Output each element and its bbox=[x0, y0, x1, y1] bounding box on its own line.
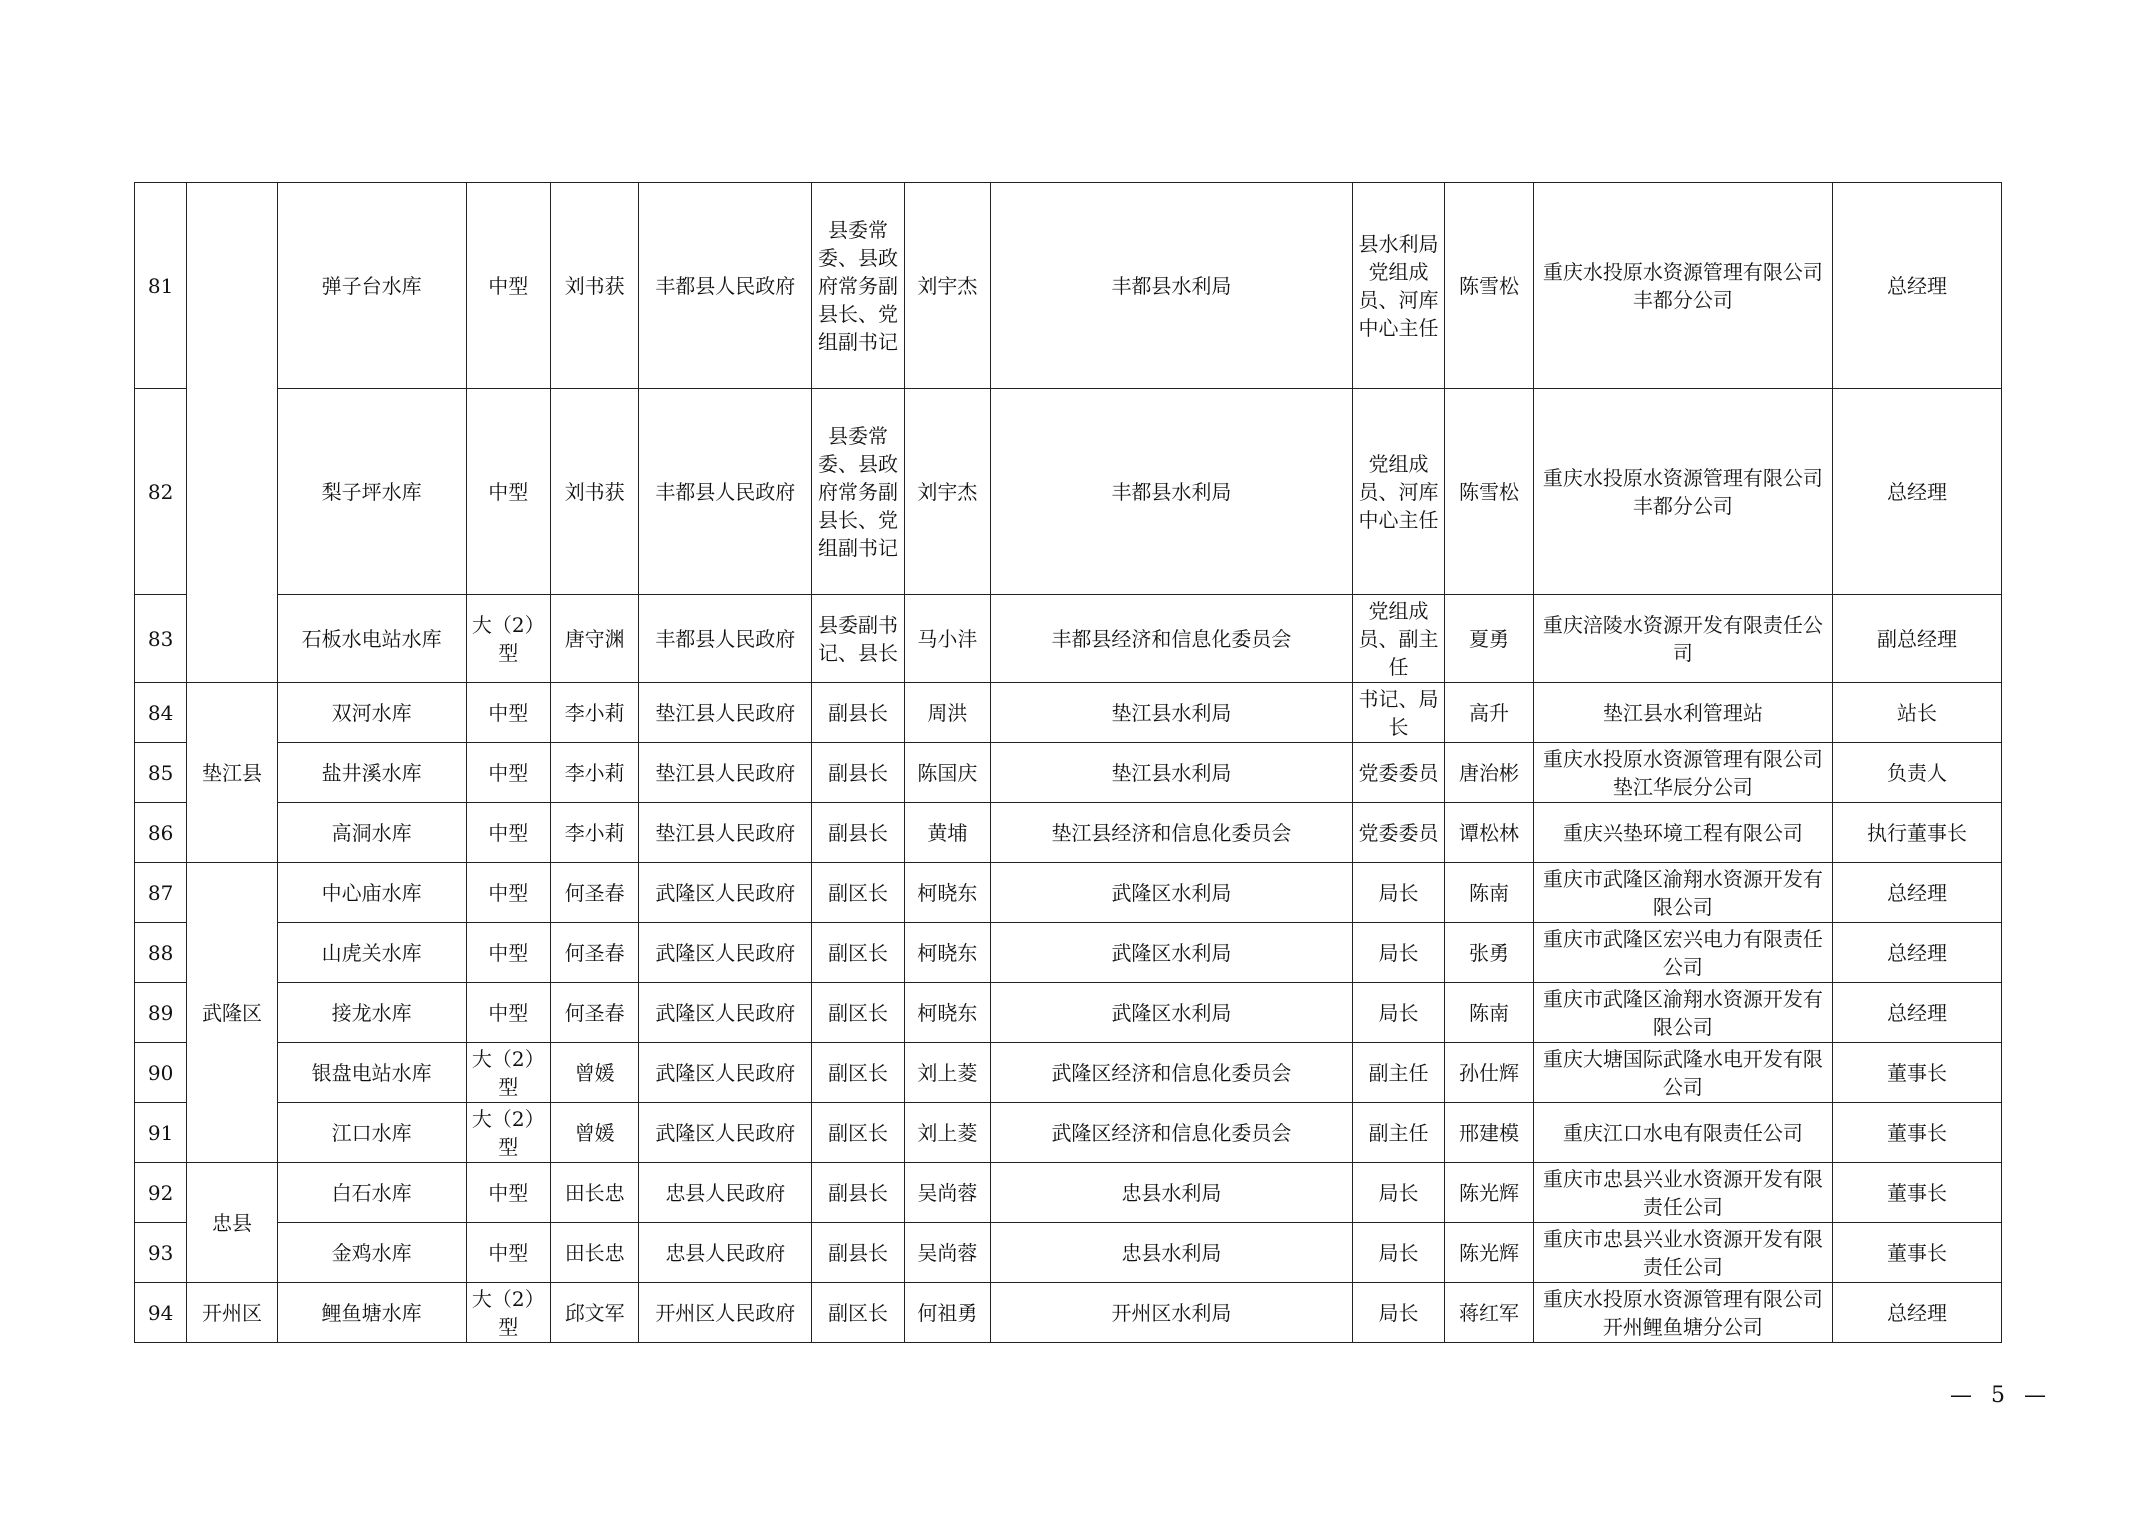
reservoir-scale: 中型 bbox=[466, 863, 550, 923]
company-title: 董事长 bbox=[1833, 1163, 2002, 1223]
operating-company: 重庆市武隆区渝翔水资源开发有限公司 bbox=[1533, 863, 1832, 923]
operating-company: 重庆水投原水资源管理有限公司丰都分公司 bbox=[1533, 183, 1832, 389]
government-title: 副区长 bbox=[812, 1283, 904, 1343]
government-unit: 垫江县人民政府 bbox=[639, 683, 812, 743]
department-title: 局长 bbox=[1352, 923, 1444, 983]
deputy-name: 马小沣 bbox=[904, 595, 990, 683]
reservoir-name: 山虎关水库 bbox=[277, 923, 466, 983]
department-title: 副主任 bbox=[1352, 1103, 1444, 1163]
row-number: 93 bbox=[135, 1223, 187, 1283]
company-title: 董事长 bbox=[1833, 1223, 2002, 1283]
department-title: 局长 bbox=[1352, 983, 1444, 1043]
company-title: 总经理 bbox=[1833, 389, 2002, 595]
manager-name: 陈南 bbox=[1445, 863, 1533, 923]
government-title: 县委常委、县政府常务副县长、党组副书记 bbox=[812, 183, 904, 389]
table-row bbox=[135, 803, 2002, 863]
chief-name: 田长忠 bbox=[550, 1163, 638, 1223]
company-title: 总经理 bbox=[1833, 863, 2002, 923]
government-unit: 垫江县人民政府 bbox=[639, 743, 812, 803]
department-title: 局长 bbox=[1352, 1163, 1444, 1223]
reservoir-scale: 大（2）型 bbox=[466, 1103, 550, 1163]
table-row bbox=[135, 595, 2002, 683]
government-title: 副县长 bbox=[812, 1163, 904, 1223]
government-unit: 忠县人民政府 bbox=[639, 1163, 812, 1223]
reservoir-name: 中心庙水库 bbox=[277, 863, 466, 923]
government-title: 副区长 bbox=[812, 1103, 904, 1163]
operating-company: 重庆水投原水资源管理有限公司垫江华辰分公司 bbox=[1533, 743, 1832, 803]
department: 武隆区水利局 bbox=[991, 863, 1353, 923]
table-row bbox=[135, 1043, 2002, 1103]
row-number: 88 bbox=[135, 923, 187, 983]
department: 垫江县水利局 bbox=[991, 683, 1353, 743]
company-title: 执行董事长 bbox=[1833, 803, 2002, 863]
row-number: 84 bbox=[135, 683, 187, 743]
deputy-name: 吴尚蓉 bbox=[904, 1163, 990, 1223]
chief-name: 曾媛 bbox=[550, 1043, 638, 1103]
row-number: 91 bbox=[135, 1103, 187, 1163]
government-title: 副县长 bbox=[812, 743, 904, 803]
table-row bbox=[135, 1103, 2002, 1163]
government-title: 县委常委、县政府常务副县长、党组副书记 bbox=[812, 389, 904, 595]
government-unit: 垫江县人民政府 bbox=[639, 803, 812, 863]
table-row bbox=[135, 389, 2002, 595]
government-unit: 开州区人民政府 bbox=[639, 1283, 812, 1343]
chief-name: 唐守渊 bbox=[550, 595, 638, 683]
department: 武隆区经济和信息化委员会 bbox=[991, 1043, 1353, 1103]
chief-name: 何圣春 bbox=[550, 983, 638, 1043]
deputy-name: 刘宇杰 bbox=[904, 183, 990, 389]
company-title: 董事长 bbox=[1833, 1043, 2002, 1103]
government-unit: 丰都县人民政府 bbox=[639, 389, 812, 595]
manager-name: 孙仕辉 bbox=[1445, 1043, 1533, 1103]
department-title: 党委委员 bbox=[1352, 803, 1444, 863]
government-title: 副县长 bbox=[812, 1223, 904, 1283]
government-unit: 丰都县人民政府 bbox=[639, 595, 812, 683]
department-title: 副主任 bbox=[1352, 1043, 1444, 1103]
department: 开州区水利局 bbox=[991, 1283, 1353, 1343]
company-title: 董事长 bbox=[1833, 1103, 2002, 1163]
deputy-name: 柯晓东 bbox=[904, 983, 990, 1043]
county-cell bbox=[187, 183, 277, 683]
row-number: 87 bbox=[135, 863, 187, 923]
operating-company: 重庆市武隆区宏兴电力有限责任公司 bbox=[1533, 923, 1832, 983]
table-row bbox=[135, 1163, 2002, 1223]
table-row bbox=[135, 743, 2002, 803]
manager-name: 陈光辉 bbox=[1445, 1163, 1533, 1223]
reservoir-name: 弹子台水库 bbox=[277, 183, 466, 389]
reservoir-name: 盐井溪水库 bbox=[277, 743, 466, 803]
table-row bbox=[135, 863, 2002, 923]
government-title: 县委副书记、县长 bbox=[812, 595, 904, 683]
table-row bbox=[135, 1283, 2002, 1343]
reservoir-name: 鲤鱼塘水库 bbox=[277, 1283, 466, 1343]
chief-name: 李小莉 bbox=[550, 803, 638, 863]
manager-name: 高升 bbox=[1445, 683, 1533, 743]
operating-company: 重庆兴垫环境工程有限公司 bbox=[1533, 803, 1832, 863]
reservoir-scale: 中型 bbox=[466, 389, 550, 595]
operating-company: 重庆江口水电有限责任公司 bbox=[1533, 1103, 1832, 1163]
deputy-name: 刘上菱 bbox=[904, 1043, 990, 1103]
chief-name: 刘书获 bbox=[550, 389, 638, 595]
manager-name: 唐治彬 bbox=[1445, 743, 1533, 803]
reservoir-scale: 中型 bbox=[466, 923, 550, 983]
department: 丰都县经济和信息化委员会 bbox=[991, 595, 1353, 683]
government-title: 副区长 bbox=[812, 923, 904, 983]
deputy-name: 柯晓东 bbox=[904, 863, 990, 923]
manager-name: 邢建模 bbox=[1445, 1103, 1533, 1163]
reservoir-name: 白石水库 bbox=[277, 1163, 466, 1223]
county-cell: 垫江县 bbox=[187, 683, 277, 863]
government-unit: 武隆区人民政府 bbox=[639, 923, 812, 983]
row-number: 89 bbox=[135, 983, 187, 1043]
company-title: 总经理 bbox=[1833, 1283, 2002, 1343]
chief-name: 邱文军 bbox=[550, 1283, 638, 1343]
reservoir-scale: 中型 bbox=[466, 683, 550, 743]
reservoir-scale: 大（2）型 bbox=[466, 1043, 550, 1103]
table-row bbox=[135, 1223, 2002, 1283]
reservoir-name: 石板水电站水库 bbox=[277, 595, 466, 683]
reservoir-name: 高洞水库 bbox=[277, 803, 466, 863]
company-title: 总经理 bbox=[1833, 183, 2002, 389]
row-number: 86 bbox=[135, 803, 187, 863]
manager-name: 张勇 bbox=[1445, 923, 1533, 983]
operating-company: 重庆市武隆区渝翔水资源开发有限公司 bbox=[1533, 983, 1832, 1043]
company-title: 站长 bbox=[1833, 683, 2002, 743]
chief-name: 何圣春 bbox=[550, 923, 638, 983]
manager-name: 谭松林 bbox=[1445, 803, 1533, 863]
department: 丰都县水利局 bbox=[991, 183, 1353, 389]
deputy-name: 柯晓东 bbox=[904, 923, 990, 983]
deputy-name: 陈国庆 bbox=[904, 743, 990, 803]
government-unit: 武隆区人民政府 bbox=[639, 863, 812, 923]
reservoir-scale: 中型 bbox=[466, 743, 550, 803]
department: 垫江县水利局 bbox=[991, 743, 1353, 803]
government-unit: 武隆区人民政府 bbox=[639, 1043, 812, 1103]
reservoir-scale: 大（2）型 bbox=[466, 1283, 550, 1343]
deputy-name: 刘宇杰 bbox=[904, 389, 990, 595]
reservoir-scale: 中型 bbox=[466, 983, 550, 1043]
operating-company: 重庆水投原水资源管理有限公司丰都分公司 bbox=[1533, 389, 1832, 595]
operating-company: 重庆大塘国际武隆水电开发有限公司 bbox=[1533, 1043, 1832, 1103]
chief-name: 刘书获 bbox=[550, 183, 638, 389]
department: 武隆区经济和信息化委员会 bbox=[991, 1103, 1353, 1163]
government-title: 副县长 bbox=[812, 803, 904, 863]
row-number: 85 bbox=[135, 743, 187, 803]
reservoir-scale: 大（2）型 bbox=[466, 595, 550, 683]
chief-name: 曾媛 bbox=[550, 1103, 638, 1163]
county-cell: 武隆区 bbox=[187, 863, 277, 1163]
government-unit: 忠县人民政府 bbox=[639, 1223, 812, 1283]
row-number: 92 bbox=[135, 1163, 187, 1223]
page-number: — 5 — bbox=[1950, 1383, 2052, 1408]
company-title: 副总经理 bbox=[1833, 595, 2002, 683]
manager-name: 陈雪松 bbox=[1445, 183, 1533, 389]
department: 忠县水利局 bbox=[991, 1163, 1353, 1223]
table-body bbox=[135, 183, 2002, 1343]
department: 武隆区水利局 bbox=[991, 923, 1353, 983]
chief-name: 李小莉 bbox=[550, 683, 638, 743]
manager-name: 陈光辉 bbox=[1445, 1223, 1533, 1283]
deputy-name: 刘上菱 bbox=[904, 1103, 990, 1163]
reservoir-scale: 中型 bbox=[466, 1163, 550, 1223]
department: 垫江县经济和信息化委员会 bbox=[991, 803, 1353, 863]
reservoir-name: 银盘电站水库 bbox=[277, 1043, 466, 1103]
county-cell: 开州区 bbox=[187, 1283, 277, 1343]
department-title: 党委委员 bbox=[1352, 743, 1444, 803]
table-row bbox=[135, 923, 2002, 983]
reservoir-name: 江口水库 bbox=[277, 1103, 466, 1163]
chief-name: 李小莉 bbox=[550, 743, 638, 803]
row-number: 81 bbox=[135, 183, 187, 389]
government-unit: 丰都县人民政府 bbox=[639, 183, 812, 389]
company-title: 负责人 bbox=[1833, 743, 2002, 803]
row-number: 94 bbox=[135, 1283, 187, 1343]
operating-company: 重庆涪陵水资源开发有限责任公司 bbox=[1533, 595, 1832, 683]
deputy-name: 吴尚蓉 bbox=[904, 1223, 990, 1283]
reservoir-scale: 中型 bbox=[466, 183, 550, 389]
reservoir-scale: 中型 bbox=[466, 803, 550, 863]
manager-name: 夏勇 bbox=[1445, 595, 1533, 683]
row-number: 90 bbox=[135, 1043, 187, 1103]
row-number: 83 bbox=[135, 595, 187, 683]
department-title: 党组成员、副主任 bbox=[1352, 595, 1444, 683]
department-title: 局长 bbox=[1352, 1223, 1444, 1283]
row-number: 82 bbox=[135, 389, 187, 595]
manager-name: 陈南 bbox=[1445, 983, 1533, 1043]
reservoir-scale: 中型 bbox=[466, 1223, 550, 1283]
government-title: 副区长 bbox=[812, 863, 904, 923]
manager-name: 蒋红军 bbox=[1445, 1283, 1533, 1343]
department-title: 书记、局长 bbox=[1352, 683, 1444, 743]
deputy-name: 何祖勇 bbox=[904, 1283, 990, 1343]
deputy-name: 黄埔 bbox=[904, 803, 990, 863]
government-title: 副区长 bbox=[812, 983, 904, 1043]
reservoir-name: 双河水库 bbox=[277, 683, 466, 743]
government-unit: 武隆区人民政府 bbox=[639, 983, 812, 1043]
operating-company: 重庆市忠县兴业水资源开发有限责任公司 bbox=[1533, 1163, 1832, 1223]
chief-name: 田长忠 bbox=[550, 1223, 638, 1283]
table-row bbox=[135, 983, 2002, 1043]
department-title: 局长 bbox=[1352, 1283, 1444, 1343]
department: 丰都县水利局 bbox=[991, 389, 1353, 595]
chief-name: 何圣春 bbox=[550, 863, 638, 923]
department-title: 党组成员、河库中心主任 bbox=[1352, 389, 1444, 595]
deputy-name: 周洪 bbox=[904, 683, 990, 743]
company-title: 总经理 bbox=[1833, 983, 2002, 1043]
operating-company: 重庆市忠县兴业水资源开发有限责任公司 bbox=[1533, 1223, 1832, 1283]
table-row bbox=[135, 683, 2002, 743]
table-row bbox=[135, 183, 2002, 389]
reservoir-name: 金鸡水库 bbox=[277, 1223, 466, 1283]
government-unit: 武隆区人民政府 bbox=[639, 1103, 812, 1163]
department-title: 县水利局党组成员、河库中心主任 bbox=[1352, 183, 1444, 389]
county-cell: 忠县 bbox=[187, 1163, 277, 1283]
reservoir-name: 梨子坪水库 bbox=[277, 389, 466, 595]
department-title: 局长 bbox=[1352, 863, 1444, 923]
department: 忠县水利局 bbox=[991, 1223, 1353, 1283]
operating-company: 垫江县水利管理站 bbox=[1533, 683, 1832, 743]
reservoir-responsibility-table bbox=[134, 182, 2002, 1343]
company-title: 总经理 bbox=[1833, 923, 2002, 983]
manager-name: 陈雪松 bbox=[1445, 389, 1533, 595]
department: 武隆区水利局 bbox=[991, 983, 1353, 1043]
government-title: 副区长 bbox=[812, 1043, 904, 1103]
operating-company: 重庆水投原水资源管理有限公司开州鲤鱼塘分公司 bbox=[1533, 1283, 1832, 1343]
reservoir-name: 接龙水库 bbox=[277, 983, 466, 1043]
government-title: 副县长 bbox=[812, 683, 904, 743]
